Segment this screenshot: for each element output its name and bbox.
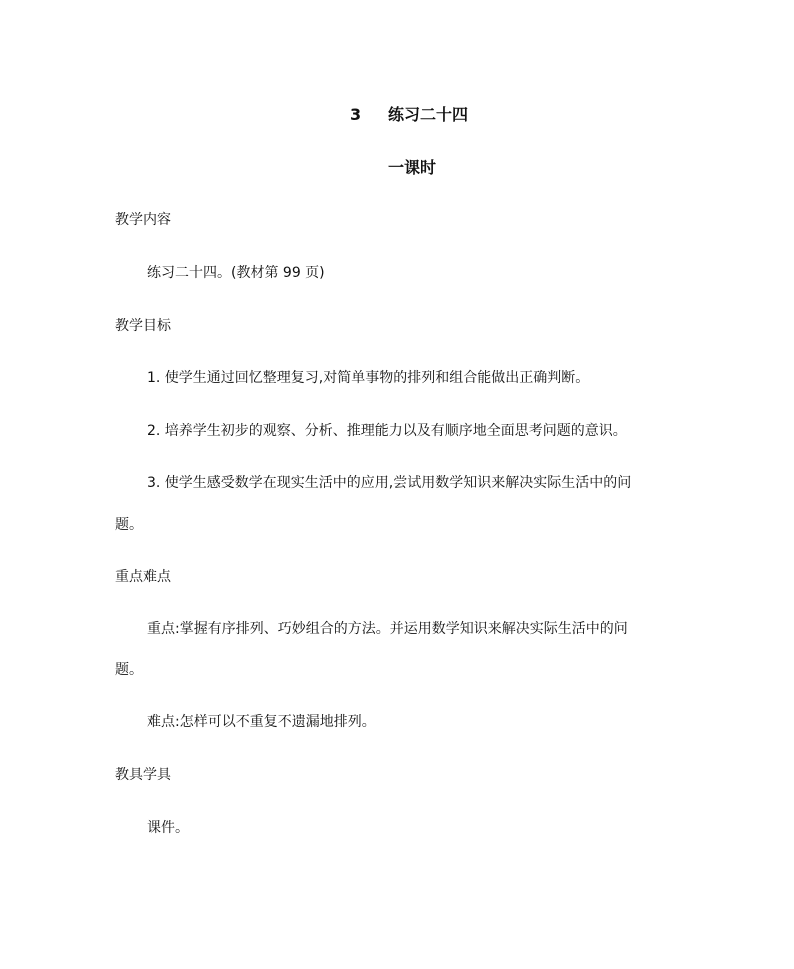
section-heading-goals: 教学目标 (115, 318, 171, 334)
content-text: 练习二十四。(教材第 99 页) (147, 265, 325, 281)
goal-item-1: 1. 使学生通过回忆整理复习,对简单事物的排列和组合能做出正确判断。 (147, 370, 590, 386)
key-point-line-1: 重点:掌握有序排列、巧妙组合的方法。并运用数学知识来解决实际生活中的问 (147, 621, 628, 637)
tools-text: 课件。 (147, 820, 189, 836)
difficulty-text: 难点:怎样可以不重复不遗漏地排列。 (147, 714, 376, 730)
goal-item-3-line-2: 题。 (115, 517, 143, 533)
page-title (300, 100, 540, 130)
lesson-title: 练习二十四 (388, 105, 469, 124)
section-heading-tools: 教具学具 (115, 767, 171, 783)
section-heading-key-points: 重点难点 (115, 569, 171, 585)
key-point-line-2: 题。 (115, 662, 143, 678)
section-heading-content: 教学内容 (115, 212, 171, 228)
page-subtitle: 一课时 (388, 158, 437, 177)
lesson-number: 3 (350, 105, 362, 124)
goal-item-3-line-1: 3. 使学生感受数学在现实生活中的应用,尝试用数学知识来解决实际生活中的问 (147, 475, 632, 491)
goal-item-2: 2. 培养学生初步的观察、分析、推理能力以及有顺序地全面思考问题的意识。 (147, 423, 627, 439)
